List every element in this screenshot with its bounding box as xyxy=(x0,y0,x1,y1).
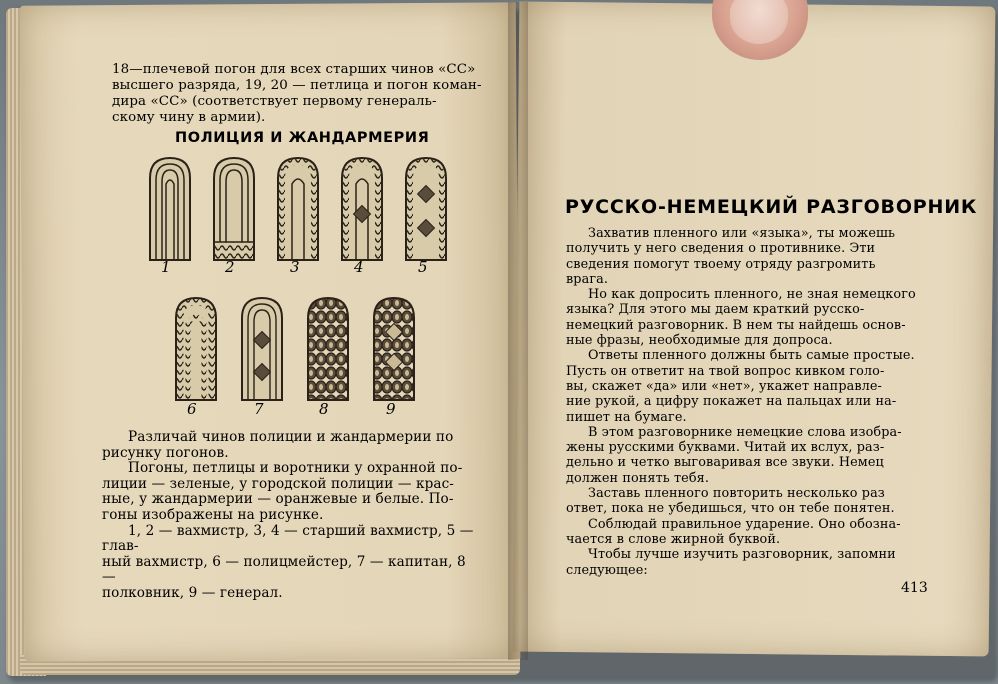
para-line: Но как допросить пленного, не зная немецкого xyxy=(588,287,916,303)
para-line: полковник, 9 — генерал. xyxy=(102,584,283,601)
para-line: чается в слове жирной буквой. xyxy=(566,531,781,547)
para-line: врага. xyxy=(566,271,609,287)
strap-number: 2 xyxy=(225,258,235,276)
left-intro xyxy=(112,62,482,126)
shoulder-straps-illustration xyxy=(140,150,460,430)
para-line: жены русскими буквами. Читай их вслух, раз- xyxy=(566,440,885,456)
para-line: ный вахмистр, 6 — полицмейстер, 7 — капитан, 8 — xyxy=(102,553,466,586)
police-heading: ПОЛИЦИЯ И ЖАНДАРМЕРИЯ xyxy=(175,130,430,146)
para-line: должен понять тебя. xyxy=(566,470,710,486)
para-line: ние рукой, а цифру покажет на пальцах или на- xyxy=(566,394,897,410)
left-body xyxy=(102,430,482,602)
strap-5 xyxy=(406,158,446,260)
strap-3 xyxy=(278,158,318,260)
right-body xyxy=(566,226,926,578)
intro-line: дира «СС» (соответствует первому генераль- xyxy=(112,94,437,109)
intro-line: 18—плечевой погон для всех старших чинов «СС» xyxy=(112,62,476,77)
para-line: ответ, пока не убедишься, что он тебе понятен. xyxy=(566,501,895,517)
para-line: вы, скажет «да» или «нет», укажет направле- xyxy=(566,378,882,394)
strap-8 xyxy=(308,298,348,400)
para-line: 1, 2 — вахмистр, 3, 4 — старший вахмистр, 5 — глав- xyxy=(102,522,474,555)
strap-6 xyxy=(176,298,216,400)
para-line: Захватив пленного или «языка», ты можешь xyxy=(588,226,896,241)
para-line: В этом разговорнике немецкие слова изобра- xyxy=(588,424,902,440)
strap-number: 8 xyxy=(319,400,329,418)
strap-1 xyxy=(150,158,190,260)
strap-7 xyxy=(242,298,282,400)
para-line: ные фразы, необходимые для допроса. xyxy=(566,333,833,349)
strap-4 xyxy=(342,158,382,260)
para-line: языка? Для этого мы даем краткий русско- xyxy=(566,302,865,318)
para-line: Погоны, петлицы и воротники у охранной по- xyxy=(128,460,463,477)
strap-number: 9 xyxy=(386,400,396,418)
para-line: немецкий разговорник. В нем ты найдешь основ- xyxy=(566,317,906,333)
strap-number: 5 xyxy=(418,258,428,276)
para-line: лиции — зеленые, у городской полиции — крас- xyxy=(102,475,455,492)
intro-line: скому чину в армии). xyxy=(112,110,266,125)
book-gutter xyxy=(508,2,528,660)
strap-number: 3 xyxy=(290,258,300,276)
strap-number: 7 xyxy=(254,400,264,418)
intro-line: высшего разряда, 19, 20 — петлица и погон коман- xyxy=(112,78,482,93)
para-line: дельно и четко выговаривая все звуки. Немец xyxy=(566,455,884,471)
para-line: Чтобы лучше изучить разговорник, запомни xyxy=(588,547,896,563)
para-line: гоны изображены на рисунке. xyxy=(102,506,324,523)
para-line: следующее: xyxy=(566,562,648,578)
strap-number: 6 xyxy=(187,400,197,418)
strap-9 xyxy=(374,298,414,400)
para-line: Ответы пленного должны быть самые простые. xyxy=(588,348,915,364)
para-line: пишет на бумаге. xyxy=(566,409,687,425)
strap-number: 4 xyxy=(354,258,364,276)
para-line: сведения помогут твоему отряду разгромить xyxy=(566,256,876,272)
para-line: получить у него сведения о противнике. Эти xyxy=(566,241,876,257)
para-line: Заставь пленного повторить несколько раз xyxy=(588,486,885,502)
para-line: Соблюдай правильное ударение. Оно обозна- xyxy=(588,516,901,532)
phrasebook-heading: РУССКО-НЕМЕЦКИЙ РАЗГОВОРНИК xyxy=(565,196,978,218)
strap-number: 1 xyxy=(161,258,171,276)
para-line: Пусть он ответит на твой вопрос кивком голо- xyxy=(566,363,885,379)
page-number: 413 xyxy=(901,580,928,596)
para-line: ные, у жандармерии — оранжевые и белые. По- xyxy=(102,491,454,508)
para-line: рисунку погонов. xyxy=(102,444,229,461)
para-line: Различай чинов полиции и жандармерии по xyxy=(128,429,454,445)
strap-2 xyxy=(214,158,254,260)
